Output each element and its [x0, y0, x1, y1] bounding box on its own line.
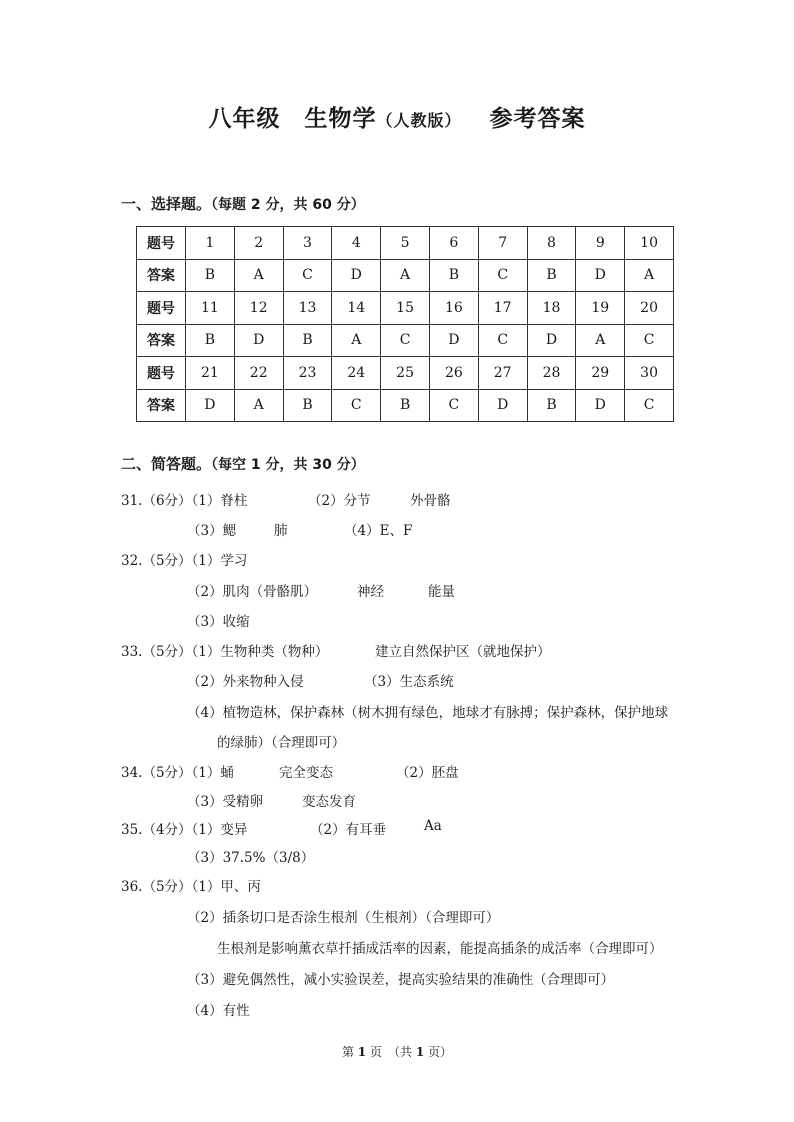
- table-cell: B: [429, 259, 478, 292]
- table-cell: C: [478, 324, 527, 357]
- table-cell: 22: [234, 357, 283, 390]
- table-row-answer-2: [137, 324, 674, 357]
- table-cell: B: [283, 389, 332, 422]
- answer-33-line4: 的绿肺）（合理即可）: [217, 735, 346, 751]
- table-cell: 27: [478, 357, 527, 390]
- table-cell: 7: [478, 227, 527, 260]
- table-cell: A: [234, 389, 283, 422]
- table-cell: D: [429, 324, 478, 357]
- table-cell: B: [283, 324, 332, 357]
- table-cell: A: [576, 324, 625, 357]
- answer-35-part: （2）有耳垂: [310, 822, 387, 838]
- page-number: 1: [357, 1045, 367, 1059]
- table-cell: D: [478, 389, 527, 422]
- answer-31-part: 外骨骼: [410, 493, 451, 509]
- answer-32-line1: 32.（5分）（1）学习: [121, 553, 248, 569]
- table-cell: A: [625, 259, 674, 292]
- table-cell: 29: [576, 357, 625, 390]
- table-cell: C: [381, 324, 430, 357]
- table-cell: D: [332, 259, 381, 292]
- answer-35-part: Aa: [424, 818, 442, 834]
- table-cell: 16: [429, 292, 478, 325]
- answer-33-line2: （2）外来物种入侵: [187, 674, 304, 690]
- table-cell: 15: [381, 292, 430, 325]
- table-cell: A: [332, 324, 381, 357]
- table-cell: 14: [332, 292, 381, 325]
- page-title: 八年级 生物学（人教版） 参考答案: [208, 106, 586, 132]
- table-cell: 11: [186, 292, 235, 325]
- answer-34-part: （2）胚盘: [396, 765, 459, 781]
- answer-33-part: （3）生态系统: [364, 674, 454, 690]
- row-label: 题号: [137, 292, 186, 325]
- table-row-question-2: [137, 292, 674, 325]
- table-cell: D: [576, 389, 625, 422]
- table-cell: 21: [186, 357, 235, 390]
- table-cell: C: [283, 259, 332, 292]
- answer-33-line3: （4）植物造林，保护森林（树木拥有绿色，地球才有脉搏；保护森林，保护地球: [187, 705, 669, 721]
- table-cell: A: [234, 259, 283, 292]
- answer-32-part: 能量: [428, 584, 455, 600]
- answer-34-line2: （3）受精卵: [187, 794, 264, 810]
- table-cell: D: [576, 259, 625, 292]
- table-cell: C: [625, 324, 674, 357]
- table-cell: 30: [625, 357, 674, 390]
- table-cell: 10: [625, 227, 674, 260]
- answer-36-line4: （3）避免偶然性，减小实验误差，提高实验结果的准确性（合理即可）: [187, 972, 615, 988]
- edition-label: （人教版）: [376, 111, 462, 130]
- table-cell: B: [527, 259, 576, 292]
- table-cell: B: [381, 389, 430, 422]
- answer-36-line3: 生根剂是影响薰衣草扦插成活率的因素，能提高插条的成活率（合理即可）: [217, 941, 663, 957]
- table-row-answer-3: [137, 389, 674, 422]
- answer-36-line1: 36.（5分）（1）甲、丙: [121, 879, 261, 895]
- table-row-question-1: [137, 227, 674, 260]
- table-cell: 6: [429, 227, 478, 260]
- table-cell: D: [186, 389, 235, 422]
- table-cell: B: [527, 389, 576, 422]
- table-cell: 3: [283, 227, 332, 260]
- table-cell: 25: [381, 357, 430, 390]
- table-cell: 1: [186, 227, 235, 260]
- answer-33-line1: 33.（5分）（1）生物种类（物种）: [121, 644, 329, 660]
- section1-heading: 一、选择题。（每题 2 分，共 60 分）: [121, 195, 365, 213]
- answer-35-line1: 35.（4分）（1）变异: [121, 822, 248, 838]
- table-cell: 8: [527, 227, 576, 260]
- answer-31-part: （4）E、F: [344, 523, 413, 539]
- row-label: 题号: [137, 227, 186, 260]
- page-footer: 第 1 页 （共 1 页）: [341, 1045, 453, 1059]
- answer-36-line2: （2）插条切口是否涂生根剂（生根剂）（合理即可）: [187, 910, 500, 926]
- section2-heading: 二、简答题。（每空 1 分，共 30 分）: [121, 455, 365, 473]
- table-cell: C: [429, 389, 478, 422]
- table-cell: D: [527, 324, 576, 357]
- table-cell: D: [234, 324, 283, 357]
- table-cell: C: [332, 389, 381, 422]
- row-label: 题号: [137, 357, 186, 390]
- table-row-answer-1: [137, 259, 674, 292]
- table-cell: C: [478, 259, 527, 292]
- answer-34-part: 变态发育: [302, 794, 356, 810]
- answer-35-line2: （3）37.5%（3/8）: [187, 850, 315, 866]
- table-row-question-3: [137, 357, 674, 390]
- table-cell: 4: [332, 227, 381, 260]
- answer-33-part: 建立自然保护区（就地保护）: [375, 644, 551, 660]
- table-cell: 20: [625, 292, 674, 325]
- table-cell: 18: [527, 292, 576, 325]
- answer-32-line2: （2）肌肉（骨骼肌）: [187, 584, 318, 600]
- table-cell: 9: [576, 227, 625, 260]
- answer-31-line2: （3）鳃: [187, 523, 237, 539]
- table-cell: B: [186, 324, 235, 357]
- table-cell: 17: [478, 292, 527, 325]
- row-label: 答案: [137, 259, 186, 292]
- answer-31-part: （2）分节: [308, 493, 371, 509]
- table-cell: 26: [429, 357, 478, 390]
- answer-32-part: 神经: [357, 584, 384, 600]
- row-label: 答案: [137, 389, 186, 422]
- answer-36-line5: （4）有性: [187, 1003, 250, 1019]
- page-total: 1: [415, 1045, 425, 1059]
- table-cell: 28: [527, 357, 576, 390]
- table-cell: 5: [381, 227, 430, 260]
- answer-32-line3: （3）收缩: [187, 614, 250, 630]
- table-cell: 12: [234, 292, 283, 325]
- table-cell: 23: [283, 357, 332, 390]
- table-cell: B: [186, 259, 235, 292]
- table-cell: 13: [283, 292, 332, 325]
- table-cell: A: [381, 259, 430, 292]
- answer-34-part: 完全变态: [279, 765, 333, 781]
- table-cell: 2: [234, 227, 283, 260]
- table-cell: C: [625, 389, 674, 422]
- row-label: 答案: [137, 324, 186, 357]
- table-cell: 19: [576, 292, 625, 325]
- table-cell: 24: [332, 357, 381, 390]
- answer-31-line1: 31.（6分）（1）脊柱: [121, 493, 248, 509]
- answer-34-line1: 34.（5分）（1）蛹: [121, 765, 234, 781]
- answer-table: [136, 226, 674, 422]
- answer-31-part: 肺: [274, 523, 288, 539]
